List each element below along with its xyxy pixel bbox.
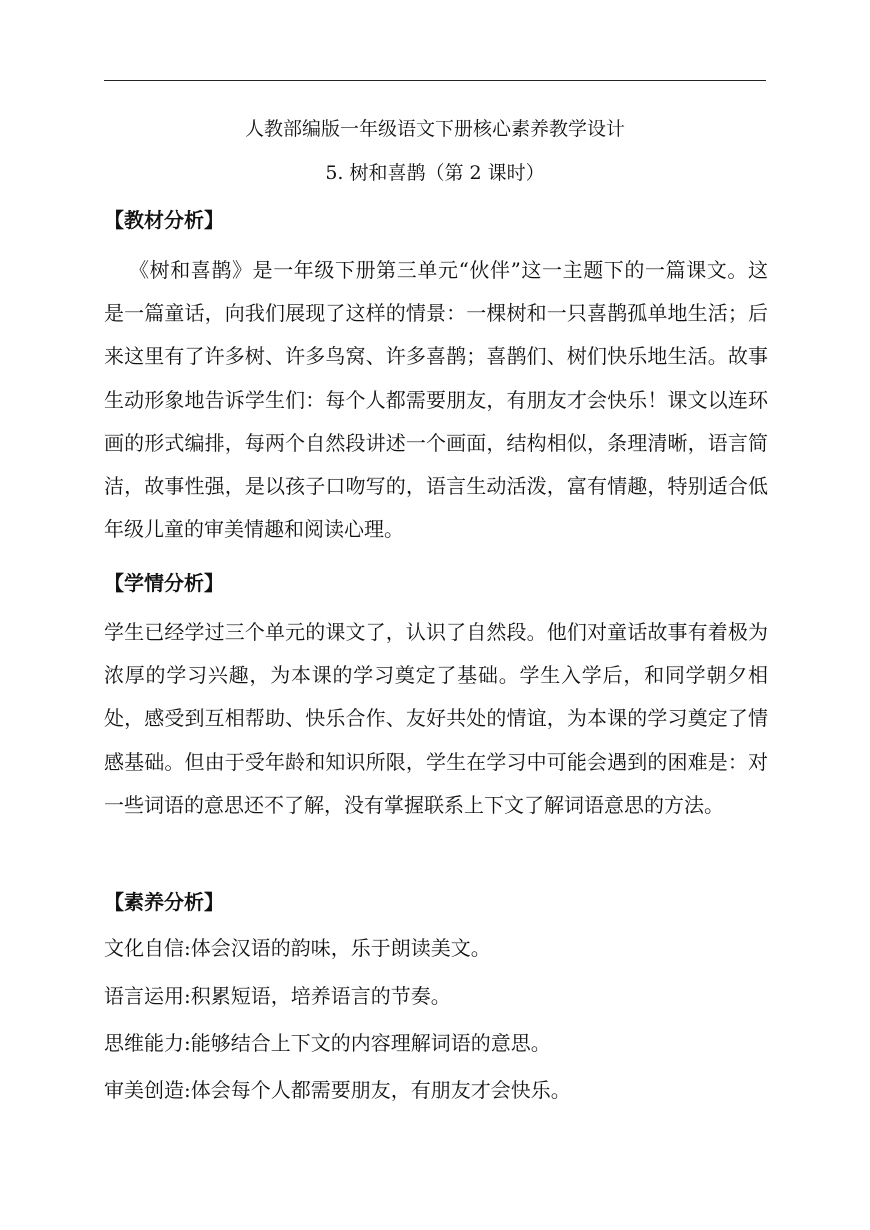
section-heading-textbook-analysis: 【教材分析】 (104, 208, 224, 232)
literacy-item: 语言运用:积累短语，培养语言的节奏。 (104, 984, 451, 1008)
section-heading-literacy-analysis: 【素养分析】 (104, 890, 224, 914)
literacy-item: 思维能力:能够结合上下文的内容理解词语的意思。 (104, 1031, 551, 1055)
literacy-item: 文化自信:体会汉语的韵味，乐于朗读美文。 (104, 936, 491, 960)
textbook-analysis-paragraph: 《树和喜鹊》是一年级下册第三单元“伙伴”这一主题下的一篇课文。这是一篇童话，向我们展现了这样的情景：一棵树和一只喜鹊孤单地生活；后来这里有了许多树、许多鸟窝、许多喜鹊；喜鹊们、树们快乐地生活。故事生动形象地告诉学生们：每个人都需要朋友，有朋友才会快乐！课文以连环画的形式编排，每两个自然段讲述一个画面，结构相似，条理清晰，语言简洁，故事性强，是以孩子口吻写的，语言生动活泼，富有情趣，特别适合低年级儿童的审美情趣和阅读心理。 (104, 258, 768, 542)
document-title: 人教部编版一年级语文下册核心素养教学设计 (244, 118, 625, 140)
section-heading-student-analysis: 【学情分析】 (104, 571, 224, 595)
literacy-item: 审美创造:体会每个人都需要朋友，有朋友才会快乐。 (104, 1078, 571, 1102)
header-rule (104, 80, 766, 81)
student-analysis-paragraph: 学生已经学过三个单元的课文了，认识了自然段。他们对童话故事有着极为浓厚的学习兴趣，为本课的学习奠定了基础。学生入学后，和同学朝夕相处，感受到互相帮助、快乐合作、友好共处的情谊，为本课的学习奠定了情感基础。但由于受年龄和知识所限，学生在学习中可能会遇到的困难是：对一些词语的意思还不了解，没有掌握联系上下文了解词语意思的方法。 (104, 620, 768, 817)
document-subtitle: 5. 树和喜鹊（第 2 课时） (325, 162, 545, 184)
